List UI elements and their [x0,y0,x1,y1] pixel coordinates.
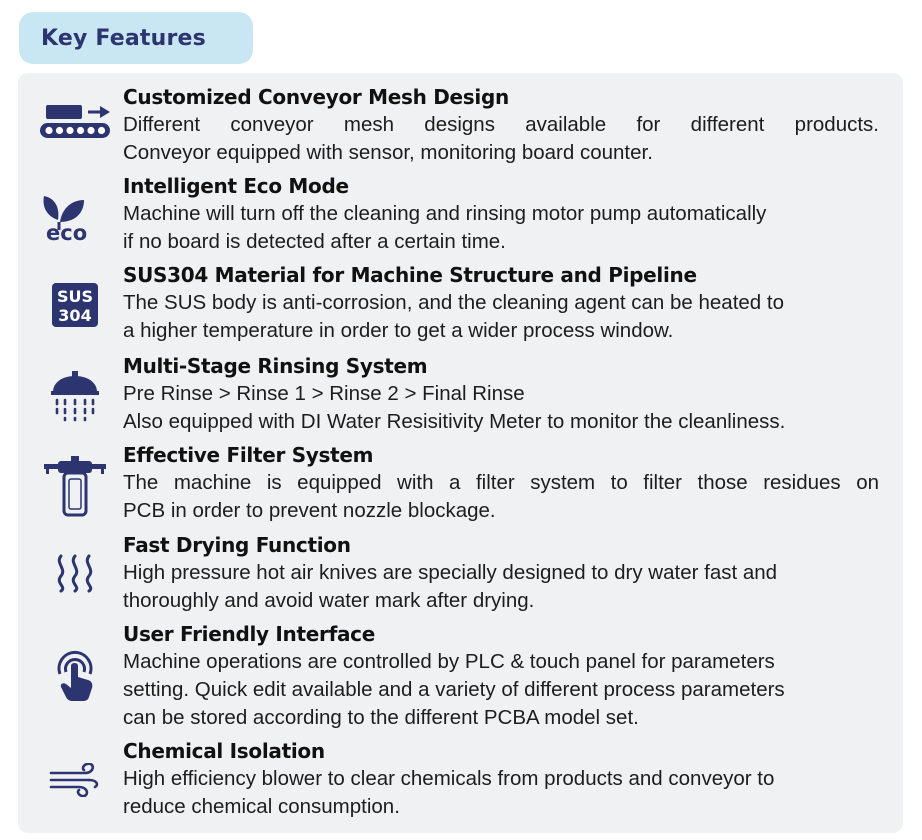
feature-title: Chemical Isolation [123,739,325,763]
feature-desc-line: High pressure hot air knives are specially designed to dry water fast and [123,561,778,584]
feature-desc-line: Conveyor equipped with sensor, monitoring board counter. [123,141,653,164]
shower-head-icon [30,370,120,422]
feature-title: Intelligent Eco Mode [123,174,349,198]
feature-title: Customized Conveyor Mesh Design [123,85,509,109]
conveyor-icon [30,103,120,143]
feature-desc-line: The SUS body is anti-corrosion, and the cleaning agent can be heated to [123,291,784,314]
wind-icon [30,763,120,797]
feature-desc-line: Pre Rinse > Rinse 1 > Rinse 2 > Final Rinse [123,382,525,405]
feature-desc-line: thoroughly and avoid water mark after drying. [123,589,535,612]
feature-title: User Friendly Interface [123,622,375,646]
section-tab [19,12,253,64]
feature-desc-line: a higher temperature in order to get a wider process window. [123,319,674,342]
features-panel [18,73,903,833]
feature-desc-line: Machine operations are controlled by PLC & touch panel for parameters [123,650,775,673]
feature-desc-line: High efficiency blower to clear chemicals from products and conveyor to [123,767,775,790]
feature-desc-line: The machine is equipped with a filter system to filter those residues on [123,471,879,494]
feature-title: Effective Filter System [123,443,374,467]
feature-desc-line: PCB in order to prevent nozzle blockage. [123,499,496,522]
water-filter-icon [30,455,120,517]
feature-desc-line: Also equipped with DI Water Resisitivity Meter to monitor the cleanliness. [123,410,786,433]
sus304-icon [30,283,120,327]
feature-desc-line: can be stored according to the different PCBA model set. [123,706,639,729]
feature-desc-line: setting. Quick edit available and a variety of different process parameters [123,678,785,701]
eco-icon-label: eco [46,221,88,242]
sus-label: SUS [56,287,94,306]
section-title: Key Features [41,25,206,51]
feature-desc-line: Machine will turn off the cleaning and rinsing motor pump automatically [123,202,767,225]
304-label: 304 [58,306,92,325]
eco-leaf-icon [30,186,120,242]
feature-title: Fast Drying Function [123,533,351,557]
feature-desc-line: if no board is detected after a certain time. [123,230,506,253]
feature-title: SUS304 Material for Machine Structure and Pipeline [123,263,697,287]
feature-desc-line: Different conveyor mesh designs available for different products. [123,113,879,136]
touch-hand-icon [30,650,120,702]
feature-title: Multi-Stage Rinsing System [123,354,428,378]
heat-waves-icon [30,553,120,593]
feature-desc-line: reduce chemical consumption. [123,795,400,818]
